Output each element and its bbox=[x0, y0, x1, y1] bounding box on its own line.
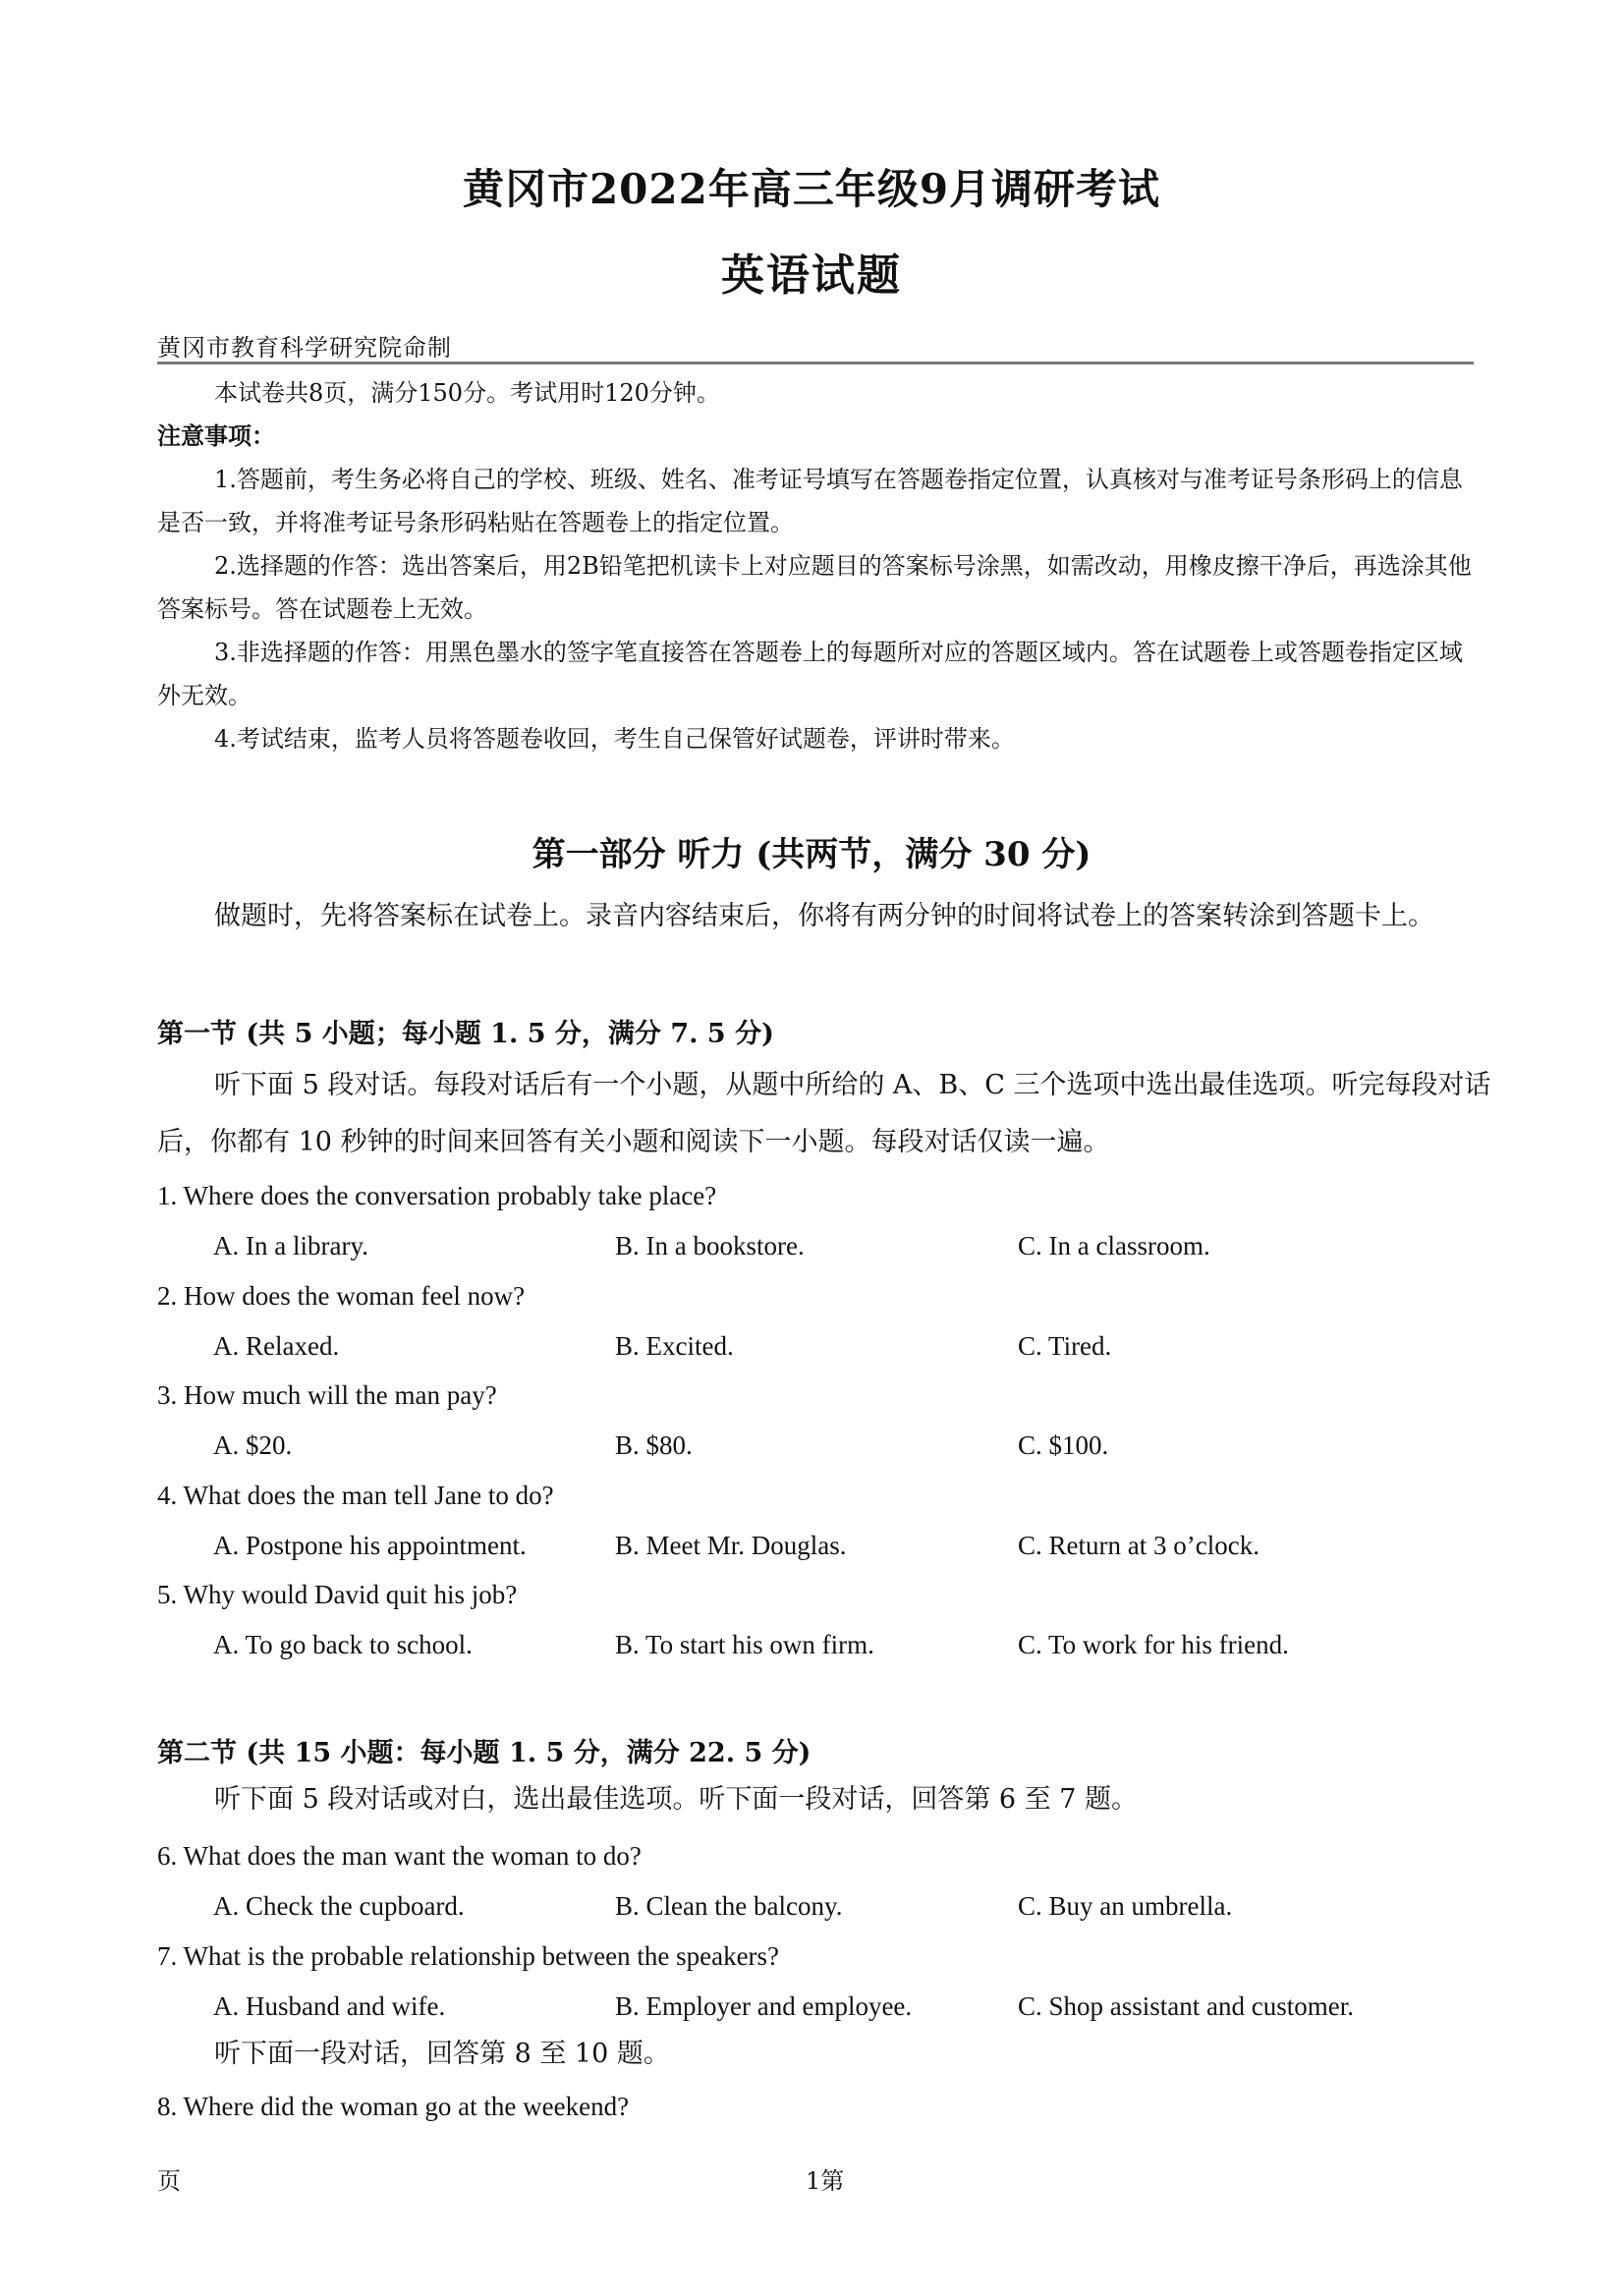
issuer-line: 黄冈市教育科学研究院命制 bbox=[157, 334, 452, 362]
header-rule bbox=[157, 362, 1474, 364]
page-number: 1第 bbox=[806, 2167, 845, 2195]
section2-instruction-2: 听下面一段对话，回答第 8 至 10 题。 bbox=[214, 2039, 670, 2069]
section1-heading: 第一节 (共 5 小题；每小题 1. 5 分，满分 7. 5 分) bbox=[157, 1019, 774, 1049]
option-c: C. Return at 3 o’clock. bbox=[1018, 1531, 1259, 1560]
question-8: 8. Where did the woman go at the weekend? bbox=[157, 2092, 630, 2121]
option-b: B. To start his own firm. bbox=[615, 1630, 874, 1659]
notice-item: 1.答题前，考生务必将自己的学校、班级、姓名、准考证号填写在答题卷指定位置，认真核对与准考证号条形码上的信息是否一致，并将准考证号条形码粘贴在答题卷上的指定位置。 bbox=[157, 466, 1463, 536]
part1-heading: 第一部分 听力 (共两节，满分 30 分) bbox=[532, 835, 1091, 874]
option-c: C. Tired. bbox=[1018, 1331, 1112, 1361]
option-b: B. $80. bbox=[615, 1430, 693, 1460]
question-4: 4. What does the man tell Jane to do? bbox=[157, 1481, 554, 1510]
option-b: B. Meet Mr. Douglas. bbox=[615, 1531, 847, 1560]
question-2: 2. How does the woman feel now? bbox=[157, 1281, 526, 1311]
option-c: C. In a classroom. bbox=[1018, 1231, 1210, 1260]
option-b: B. Excited. bbox=[615, 1331, 734, 1361]
notice-item: 4.考试结束，监考人员将答题卷收回，考生自己保管好试题卷，评讲时带来。 bbox=[214, 725, 1015, 753]
option-c: C. $100. bbox=[1018, 1430, 1109, 1460]
notice-item: 3.非选择题的作答：用黑色墨水的签字笔直接答在答题卷上的每题所对应的答题区域内。答在试题卷上或答题卷指定区域外无效。 bbox=[157, 639, 1463, 709]
question-7: 7. What is the probable relationship between the speakers? bbox=[157, 1941, 780, 1971]
option-b: B. Clean the balcony. bbox=[615, 1891, 843, 1921]
part1-instruction: 做题时，先将答案标在试卷上。录音内容结束后，你将有两分钟的时间将试卷上的答案转涂到答题卡上。 bbox=[214, 901, 1434, 931]
intro-text: 本试卷共8页，满分150分。考试用时120分钟。 bbox=[214, 379, 720, 407]
notice-item: 2.选择题的作答：选出答案后，用2B铅笔把机读卡上对应题目的答案标号涂黑，如需改动，用橡皮擦干净后，再选涂其他答案标号。答在试题卷上无效。 bbox=[157, 552, 1472, 623]
option-b: B. In a bookstore. bbox=[615, 1231, 805, 1260]
option-a: A. Postpone his appointment. bbox=[213, 1531, 527, 1560]
option-a: A. In a library. bbox=[213, 1231, 368, 1260]
footer-left: 页 bbox=[157, 2167, 181, 2195]
option-b: B. Employer and employee. bbox=[615, 1991, 913, 2021]
question-5: 5. Why would David quit his job? bbox=[157, 1580, 518, 1609]
question-3: 3. How much will the man pay? bbox=[157, 1380, 497, 1410]
option-a: A. Husband and wife. bbox=[213, 1991, 446, 2021]
section2-heading: 第二节 (共 15 小题：每小题 1. 5 分，满分 22. 5 分) bbox=[157, 1738, 812, 1768]
option-c: C. Shop assistant and customer. bbox=[1018, 1991, 1354, 2021]
question-1: 1. Where does the conversation probably take place? bbox=[157, 1181, 717, 1210]
exam-subtitle: 英语试题 bbox=[721, 251, 902, 301]
section1-instruction: 听下面 5 段对话。每段对话后有一个小题，从题中所给的 A、B、C 三个选项中选出最佳选项。听完每段对话后，你都有 10 秒钟的时间来回答有关小题和阅读下一小题。每段对话仅读一遍。 bbox=[157, 1070, 1491, 1157]
option-a: A. $20. bbox=[213, 1430, 293, 1460]
section2-instruction: 听下面 5 段对话或对白，选出最佳选项。听下面一段对话，回答第 6 至 7 题。 bbox=[214, 1784, 1139, 1815]
option-a: A. To go back to school. bbox=[213, 1630, 473, 1659]
question-6: 6. What does the man want the woman to do? bbox=[157, 1841, 642, 1871]
option-a: A. Check the cupboard. bbox=[213, 1891, 465, 1921]
option-a: A. Relaxed. bbox=[213, 1331, 340, 1361]
option-c: C. To work for his friend. bbox=[1018, 1630, 1289, 1659]
notice-heading: 注意事项： bbox=[157, 421, 275, 450]
option-c: C. Buy an umbrella. bbox=[1018, 1891, 1233, 1921]
exam-title: 黄冈市2022年高三年级9月调研考试 bbox=[462, 165, 1161, 213]
